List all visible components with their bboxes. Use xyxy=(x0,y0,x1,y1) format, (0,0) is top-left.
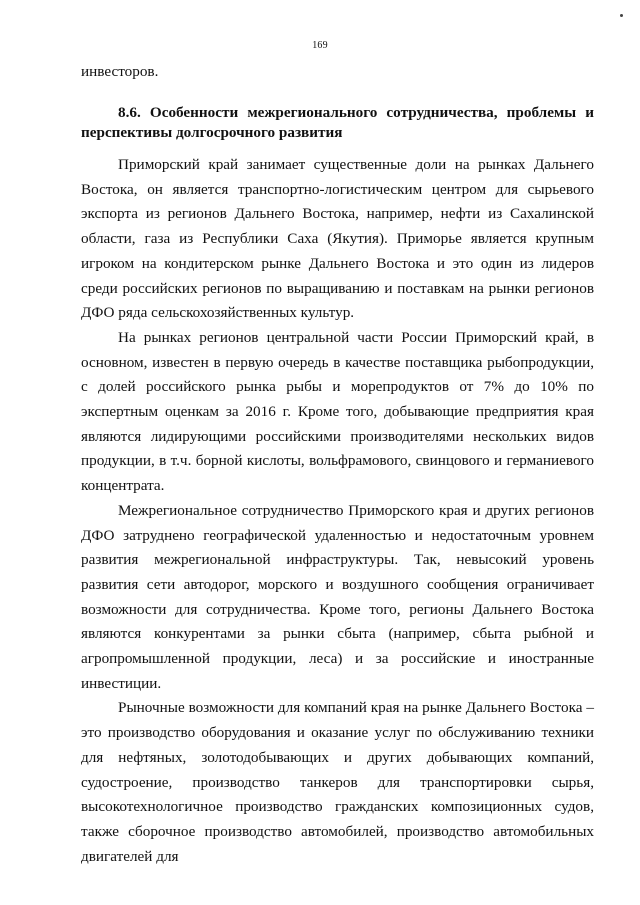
section-heading: 8.6. Особенности межрегионального сотрудничества, проблемы и перспективы долгосрочного развития xyxy=(81,104,594,141)
paragraph: Межрегиональное сотрудничество Приморского края и других регионов ДФО затруднено географической удаленностью и недостаточным уровнем развития межрегиональной инфраструктуры. Так, невысокий уровень развития сети автодорог, морского и воздушного сообщения ограничивает возможности для сотрудничества. Кроме того, регионы Дальнего Востока являются конкурентами за рынки сбыта (например, сбыта рыбной и агропромышленной продукции, леса) и за российские и иностранные инвестиции. xyxy=(81,501,594,692)
page-number: 169 xyxy=(312,40,328,51)
body-text xyxy=(81,153,594,869)
paragraph: Рыночные возможности для компаний края на рынке Дальнего Востока – это производство оборудования и оказание услуг по обслуживанию техники для нефтяных, золотодобывающих и других добывающих компаний, судостроение, производство танкеров для транспортировки сырья, высокотехнологичное производство гражданских композиционных судов, также сборочное производство автомобилей, производство автомобильных двигателей для xyxy=(81,699,594,865)
scan-dot xyxy=(620,14,623,17)
paragraph: Приморский край занимает существенные доли на рынках Дальнего Востока, он является транспортно-логистическим центром для сырьевого экспорта из регионов Дальнего Востока, например, нефти из Сахалинской области, газа из Республики Саха (Якутия). Приморье является крупным игроком на кондитерском рынке Дальнего Востока и это один из лидеров среди российских регионов по выращиванию и поставкам на рынки регионов ДФО ряда сельскохозяйственных культур. xyxy=(81,156,594,322)
paragraph: На рынках регионов центральной части России Приморский край, в основном, известен в первую очередь в качестве поставщика рыбопродукции, с долей российского рынка рыбы и морепродуктов от 7% до 10% по экспертным оценкам за 2016 г. Кроме того, добывающие предприятия края являются лидирующими российскими производителями нескольких видов продукции, в т.ч. борной кислоты, вольфрамового, свинцового и германиевого концентрата. xyxy=(81,328,594,495)
carry-over-text: инвесторов. xyxy=(81,63,159,80)
section-heading-block xyxy=(81,103,594,143)
